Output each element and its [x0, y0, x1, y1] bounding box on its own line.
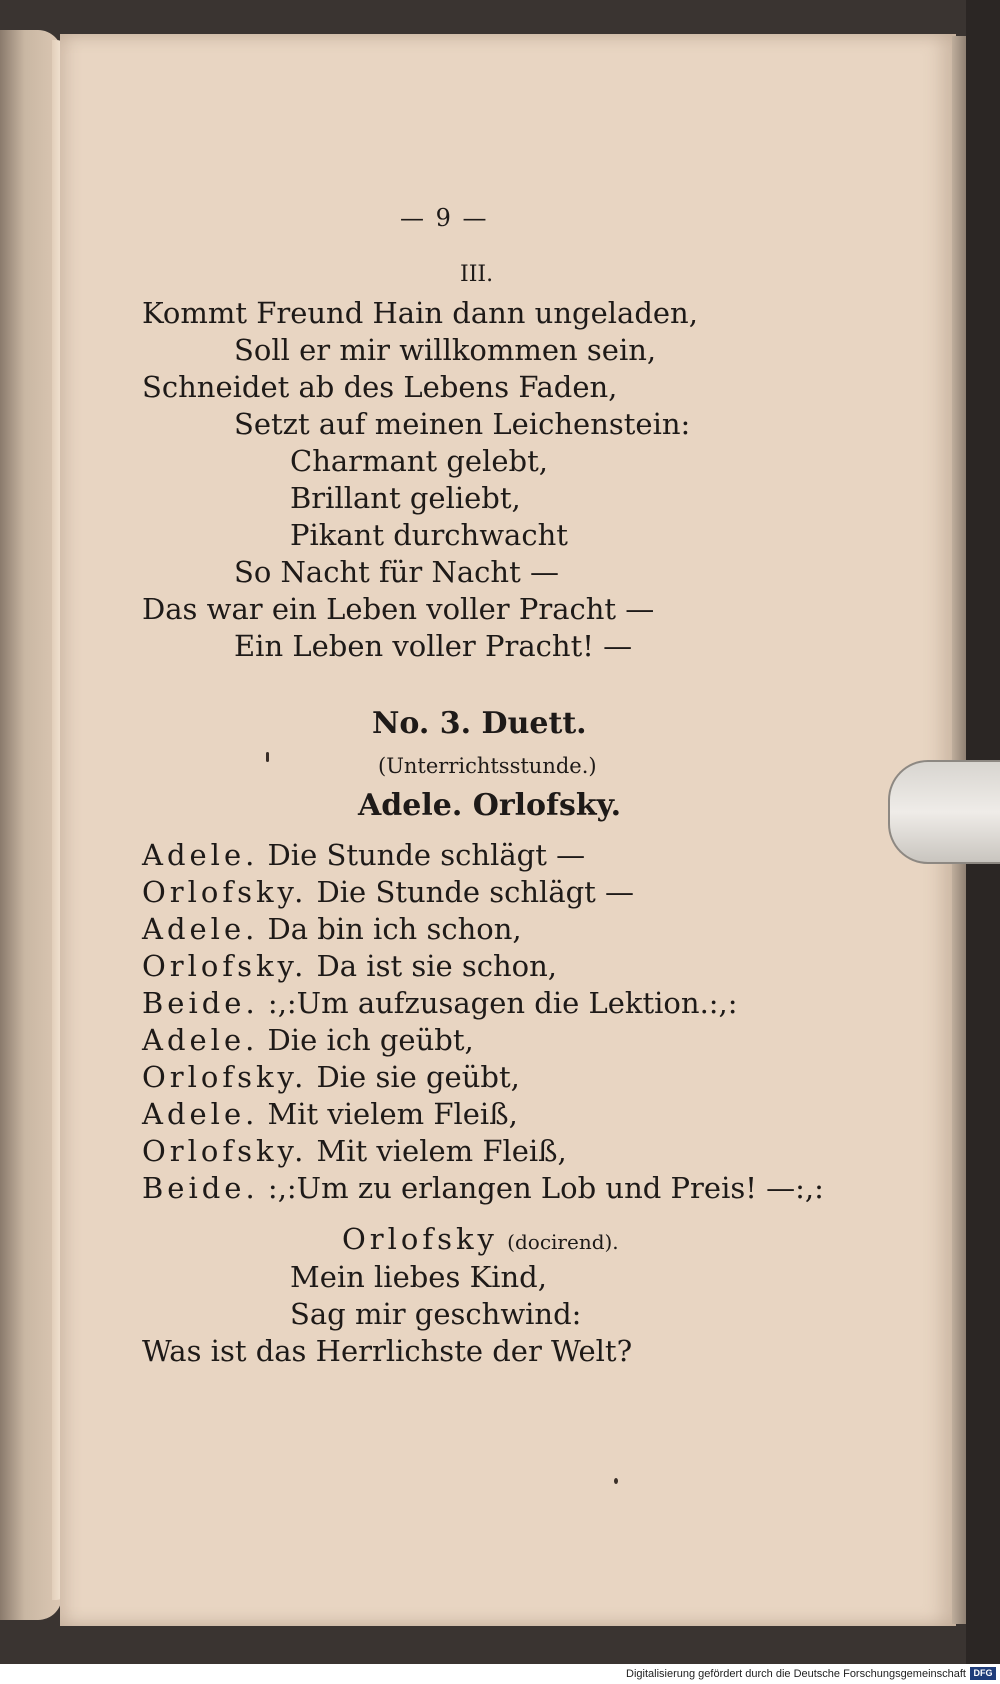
dialogue-line: Adele. Die Stunde schlägt —: [142, 838, 586, 872]
dialogue-line: Orlofsky. Die Stunde schlägt —: [142, 875, 635, 909]
characters-heading: Adele. Orlofsky.: [358, 788, 622, 823]
dialogue-line: Orlofsky. Mit vielem Fleiß,: [142, 1134, 567, 1168]
verse-line: Soll er mir willkommen sein,: [234, 333, 657, 367]
dialogue-line: Beide. :,:Um zu erlangen Lob und Preis! —:,:: [142, 1171, 824, 1205]
final-line: Was ist das Herrlichste der Welt?: [142, 1334, 633, 1368]
verse-line: Charmant gelebt,: [290, 444, 548, 478]
book-page: [60, 34, 956, 1626]
dialogue-line: Beide. :,:Um aufzusagen die Lektion.:,:: [142, 986, 738, 1020]
number-heading: No. 3. Duett.: [372, 706, 587, 741]
section-number: III.: [460, 262, 494, 287]
footer-credit: Digitalisierung gefördert durch die Deutsche Forschungsgemeinschaft: [626, 1668, 966, 1680]
ink-speck: [614, 1478, 618, 1484]
page-clip: [888, 760, 1000, 864]
verse-line: Pikant durchwacht: [290, 518, 568, 552]
final-line: Sag mir geschwind:: [290, 1297, 582, 1331]
final-line: Mein liebes Kind,: [290, 1260, 547, 1294]
ink-speck: [266, 752, 269, 762]
page-number: — 9 —: [400, 204, 489, 232]
dialogue-line: Adele. Die ich geübt,: [142, 1023, 474, 1057]
verse-line: Setzt auf meinen Leichenstein:: [234, 407, 691, 441]
dialogue-line: Adele. Mit vielem Fleiß,: [142, 1097, 518, 1131]
dialogue-line: Adele. Da bin ich schon,: [142, 912, 522, 946]
dfg-logo: DFG: [970, 1667, 996, 1680]
dialogue-line: Orlofsky. Die sie geübt,: [142, 1060, 520, 1094]
verse-line: Das war ein Leben voller Pracht —: [142, 592, 655, 626]
subtitle: (Unterrichtsstunde.): [378, 754, 597, 778]
verse-line: Brillant geliebt,: [290, 481, 521, 515]
verse-line: Schneidet ab des Lebens Faden,: [142, 370, 618, 404]
dialogue-line: Orlofsky. Da ist sie schon,: [142, 949, 558, 983]
verse-line: Kommt Freund Hain dann ungeladen,: [142, 296, 698, 330]
speaker-direction: Orlofsky (docirend).: [342, 1222, 619, 1256]
verse-line: Ein Leben voller Pracht! —: [234, 629, 633, 663]
verse-line: So Nacht für Nacht —: [234, 555, 559, 589]
